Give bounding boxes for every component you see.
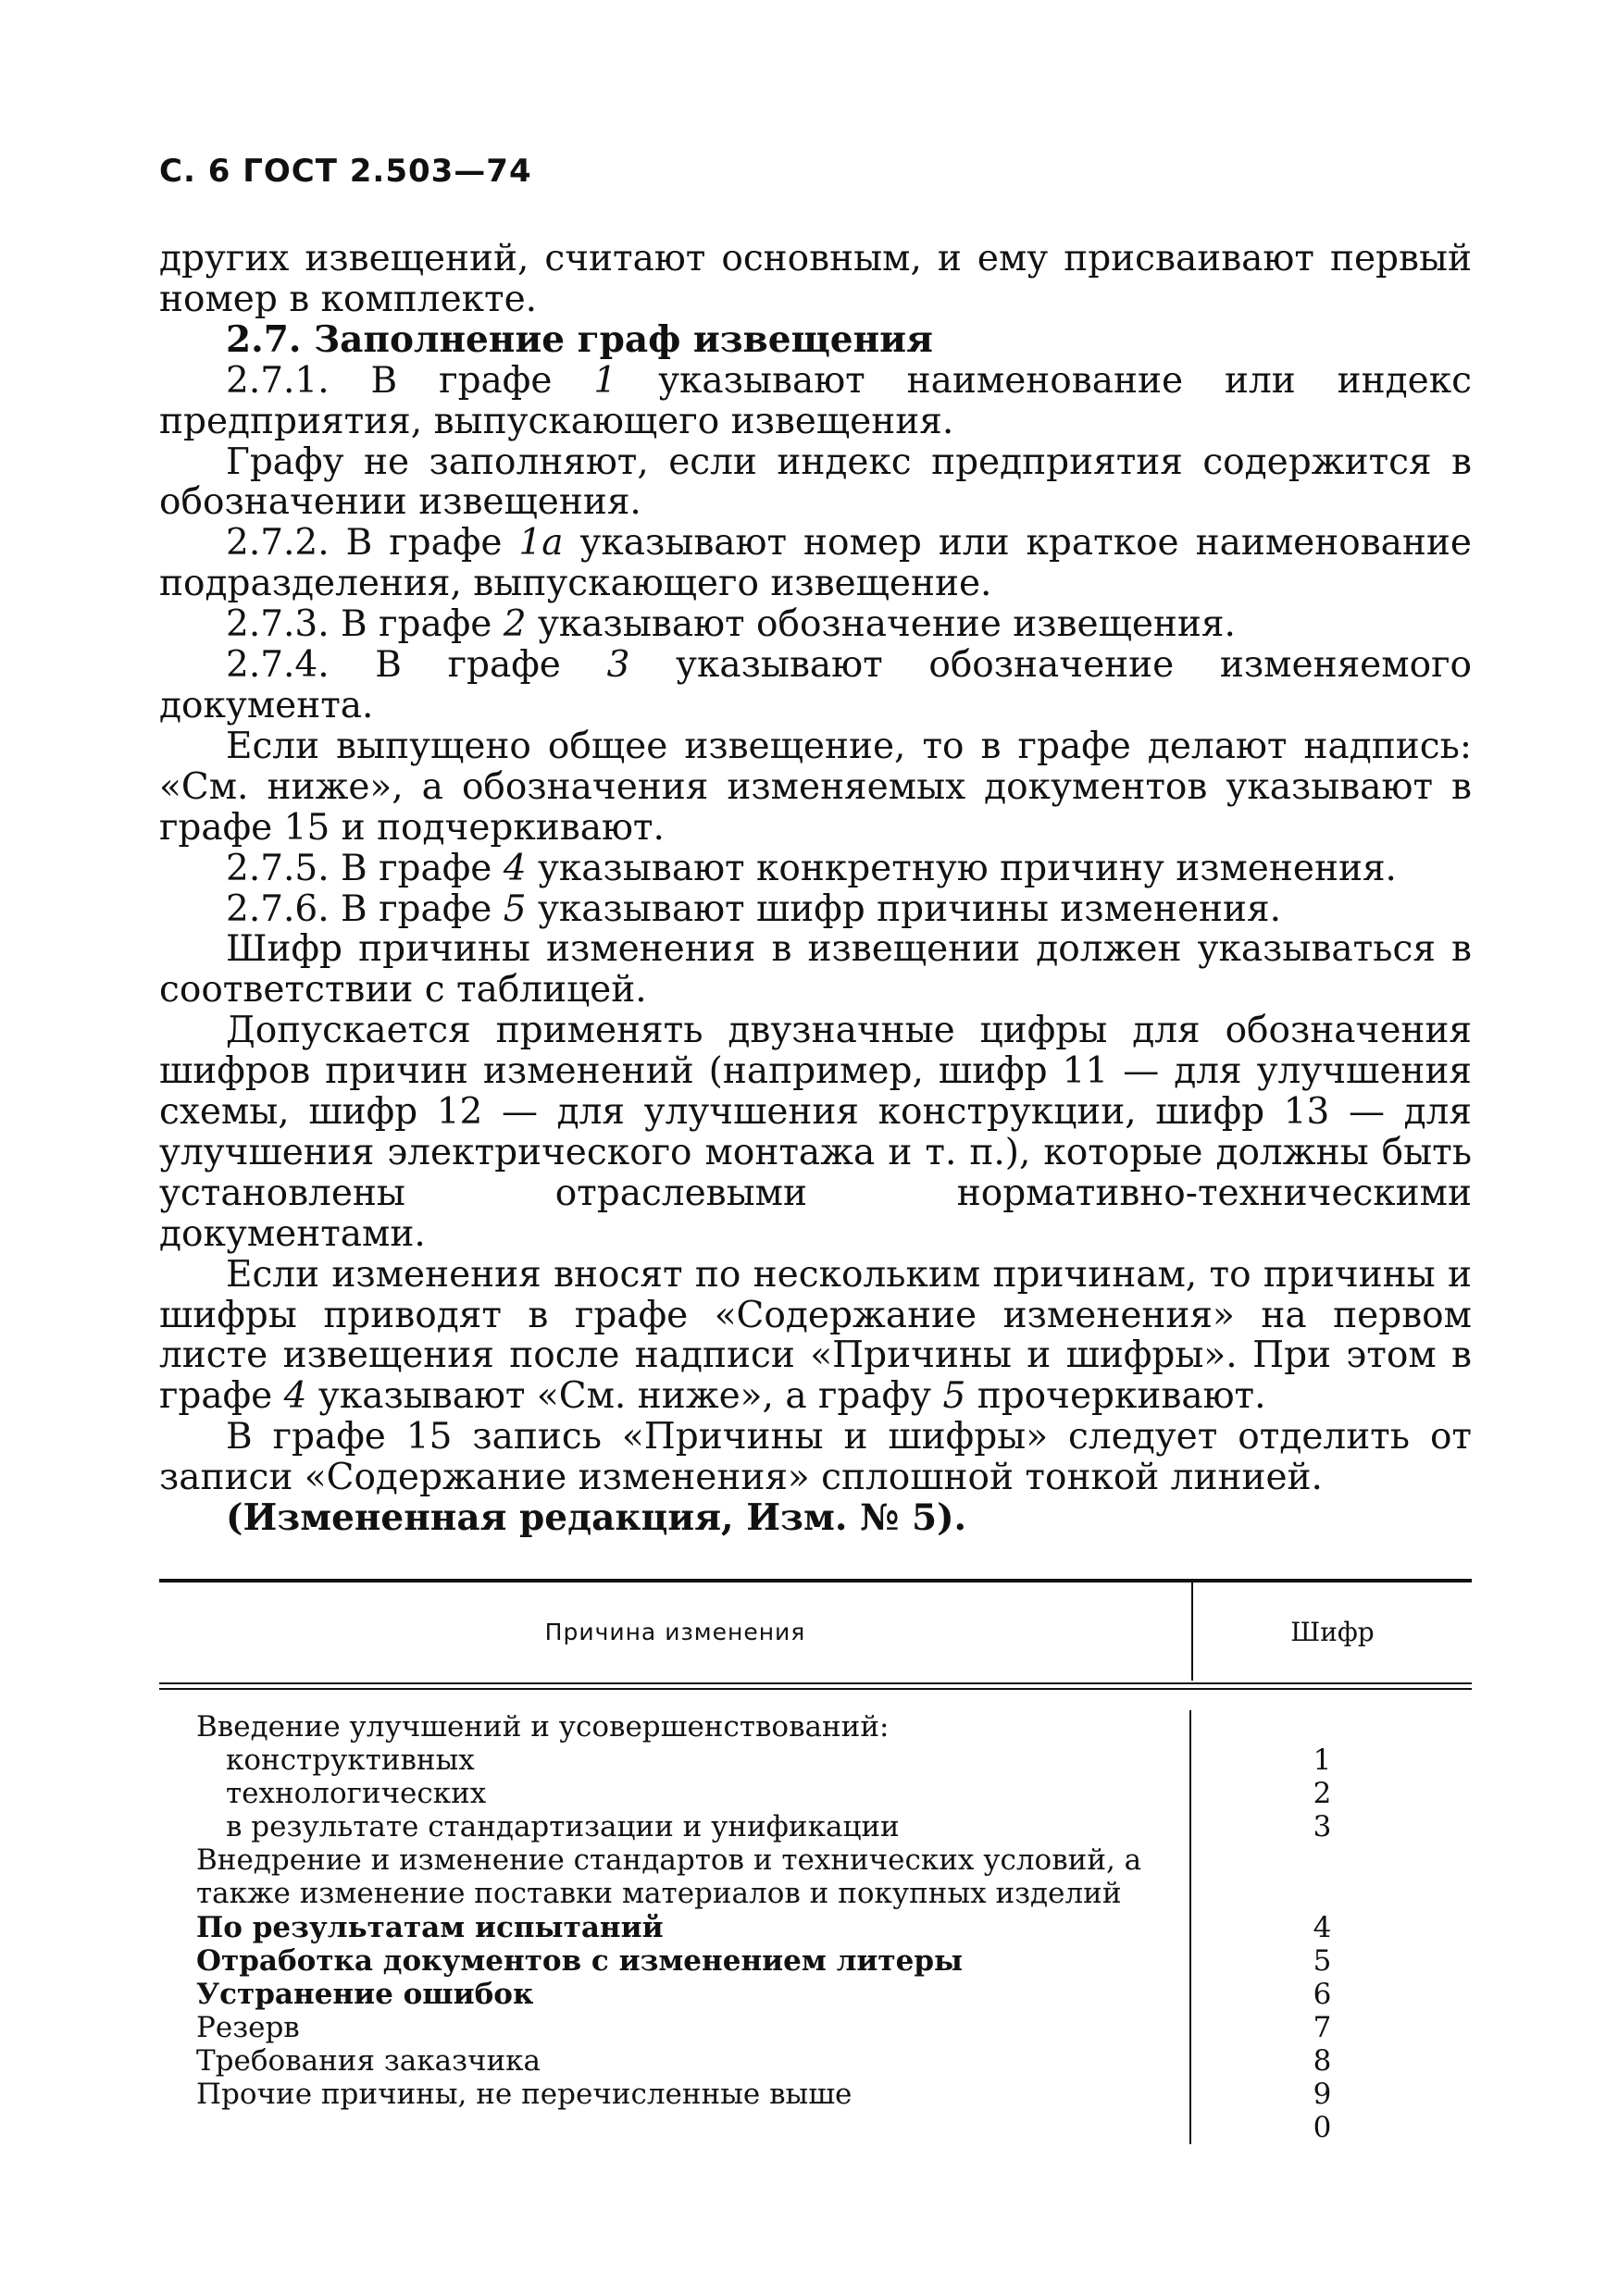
code-cell-empty (1191, 1710, 1472, 1744)
section-heading: 2.7. Заполнение граф извещения (226, 317, 933, 361)
code-cell: 0 (1313, 2111, 1332, 2145)
paragraph: других извещений, считают основным, и ему присваивают первый номер в комплекте. (159, 238, 1472, 320)
table-row: Внедрение и изменение стандартов и технических условий, а также изменение поставки материалов и покупных изделий (196, 1843, 1142, 1911)
code-cell: 6 (1313, 1977, 1332, 2011)
code-cell: 2 (1313, 1777, 1332, 1811)
reason-code-table (159, 1579, 1472, 2144)
code-cell: 8 (1313, 2043, 1332, 2078)
table-row: Требования заказчика (196, 2043, 541, 2078)
paragraph: Графу не заполняют, если индекс предприятия содержится в обозначении извещения. (159, 441, 1472, 524)
table-body (159, 1690, 1472, 2144)
table-header (159, 1582, 1472, 1681)
table-row: Отработка документов с изменением литеры (196, 1943, 964, 1978)
table-header-rule (159, 1682, 1472, 1690)
paragraph: Если выпущено общее извещение, то в графе делают надпись: «См. ниже», а обозначения изменяемых документов указывают в графе 15 и подчеркивают. (159, 725, 1472, 849)
paragraph: 2.7.6. В графе 5 указывают шифр причины изменения. (226, 887, 1282, 930)
code-cell-empty (1191, 1877, 1472, 1910)
paragraph: Если изменения вносят по нескольким причинам, то причины и шифры приводят в графе «Содержание изменения» на первом листе извещения после надписи «Причины и шифры». При этом в графе 4 указывают «См. ниже», а графу 5 прочеркивают. (159, 1253, 1472, 1418)
paragraph: 2.7.3. В графе 2 указывают обозначение извещения. (226, 603, 1236, 646)
paragraph: В графе 15 запись «Причины и шифры» следует отделить от записи «Содержание изменения» сплошной тонкой линией. (159, 1416, 1472, 1499)
table-row: технологических (226, 1777, 487, 1811)
code-cell-empty (1191, 1843, 1472, 1877)
header-code: Шифр (1290, 1616, 1375, 1647)
paragraph: Шифр причины изменения в извещении должен указываться в соответствии с таблицей. (159, 928, 1472, 1011)
code-cell: 3 (1313, 1810, 1332, 1844)
revision-note: (Измененная редакция, Изм. № 5). (226, 1496, 967, 1540)
reason-column (159, 1710, 1191, 2144)
header-reason: Причина изменения (159, 1582, 1193, 1681)
document-body (159, 239, 1472, 1539)
table-row: в результате стандартизации и унификации (226, 1810, 900, 1844)
code-column (1191, 1710, 1472, 2144)
paragraph: 2.7.4. В графе 3 указывают обозначение изменяемого документа. (159, 644, 1472, 726)
table-row: По результатам испытаний (196, 1910, 664, 1944)
table-row: Резерв (196, 2010, 300, 2044)
table-row: Введение улучшений и усовершенствований: (196, 1710, 890, 1744)
paragraph: Допускается применять двузначные цифры для обозначения шифров причин изменений (например, шифр 11 — для улучшения схемы, шифр 12 — для улучшения конструкции, шифр 13 — для улучшения электрического монтажа и т. п.), которые должны быть установлены отраслевыми нормативно-техническими документами. (159, 1010, 1472, 1255)
code-cell: 4 (1313, 1910, 1332, 1944)
paragraph: 2.7.1. В графе 1 указывают наименование или индекс предприятия, выпускающего извещения. (159, 359, 1472, 442)
code-cell: 9 (1313, 2078, 1332, 2112)
table-row: Прочие причины, не перечисленные выше (196, 2078, 853, 2112)
page-header: С. 6 ГОСТ 2.503—74 (159, 153, 532, 190)
paragraph: 2.7.2. В графе 1а указывают номер или краткое наименование подразделения, выпускающего извещение. (159, 522, 1472, 605)
code-cell: 1 (1313, 1744, 1332, 1778)
table-row: конструктивных (226, 1744, 475, 1778)
code-cell: 5 (1313, 1943, 1332, 1978)
code-cell: 7 (1313, 2010, 1332, 2044)
table-row: Устранение ошибок (196, 1977, 534, 2011)
paragraph: 2.7.5. В графе 4 указывают конкретную причину изменения. (226, 847, 1397, 889)
